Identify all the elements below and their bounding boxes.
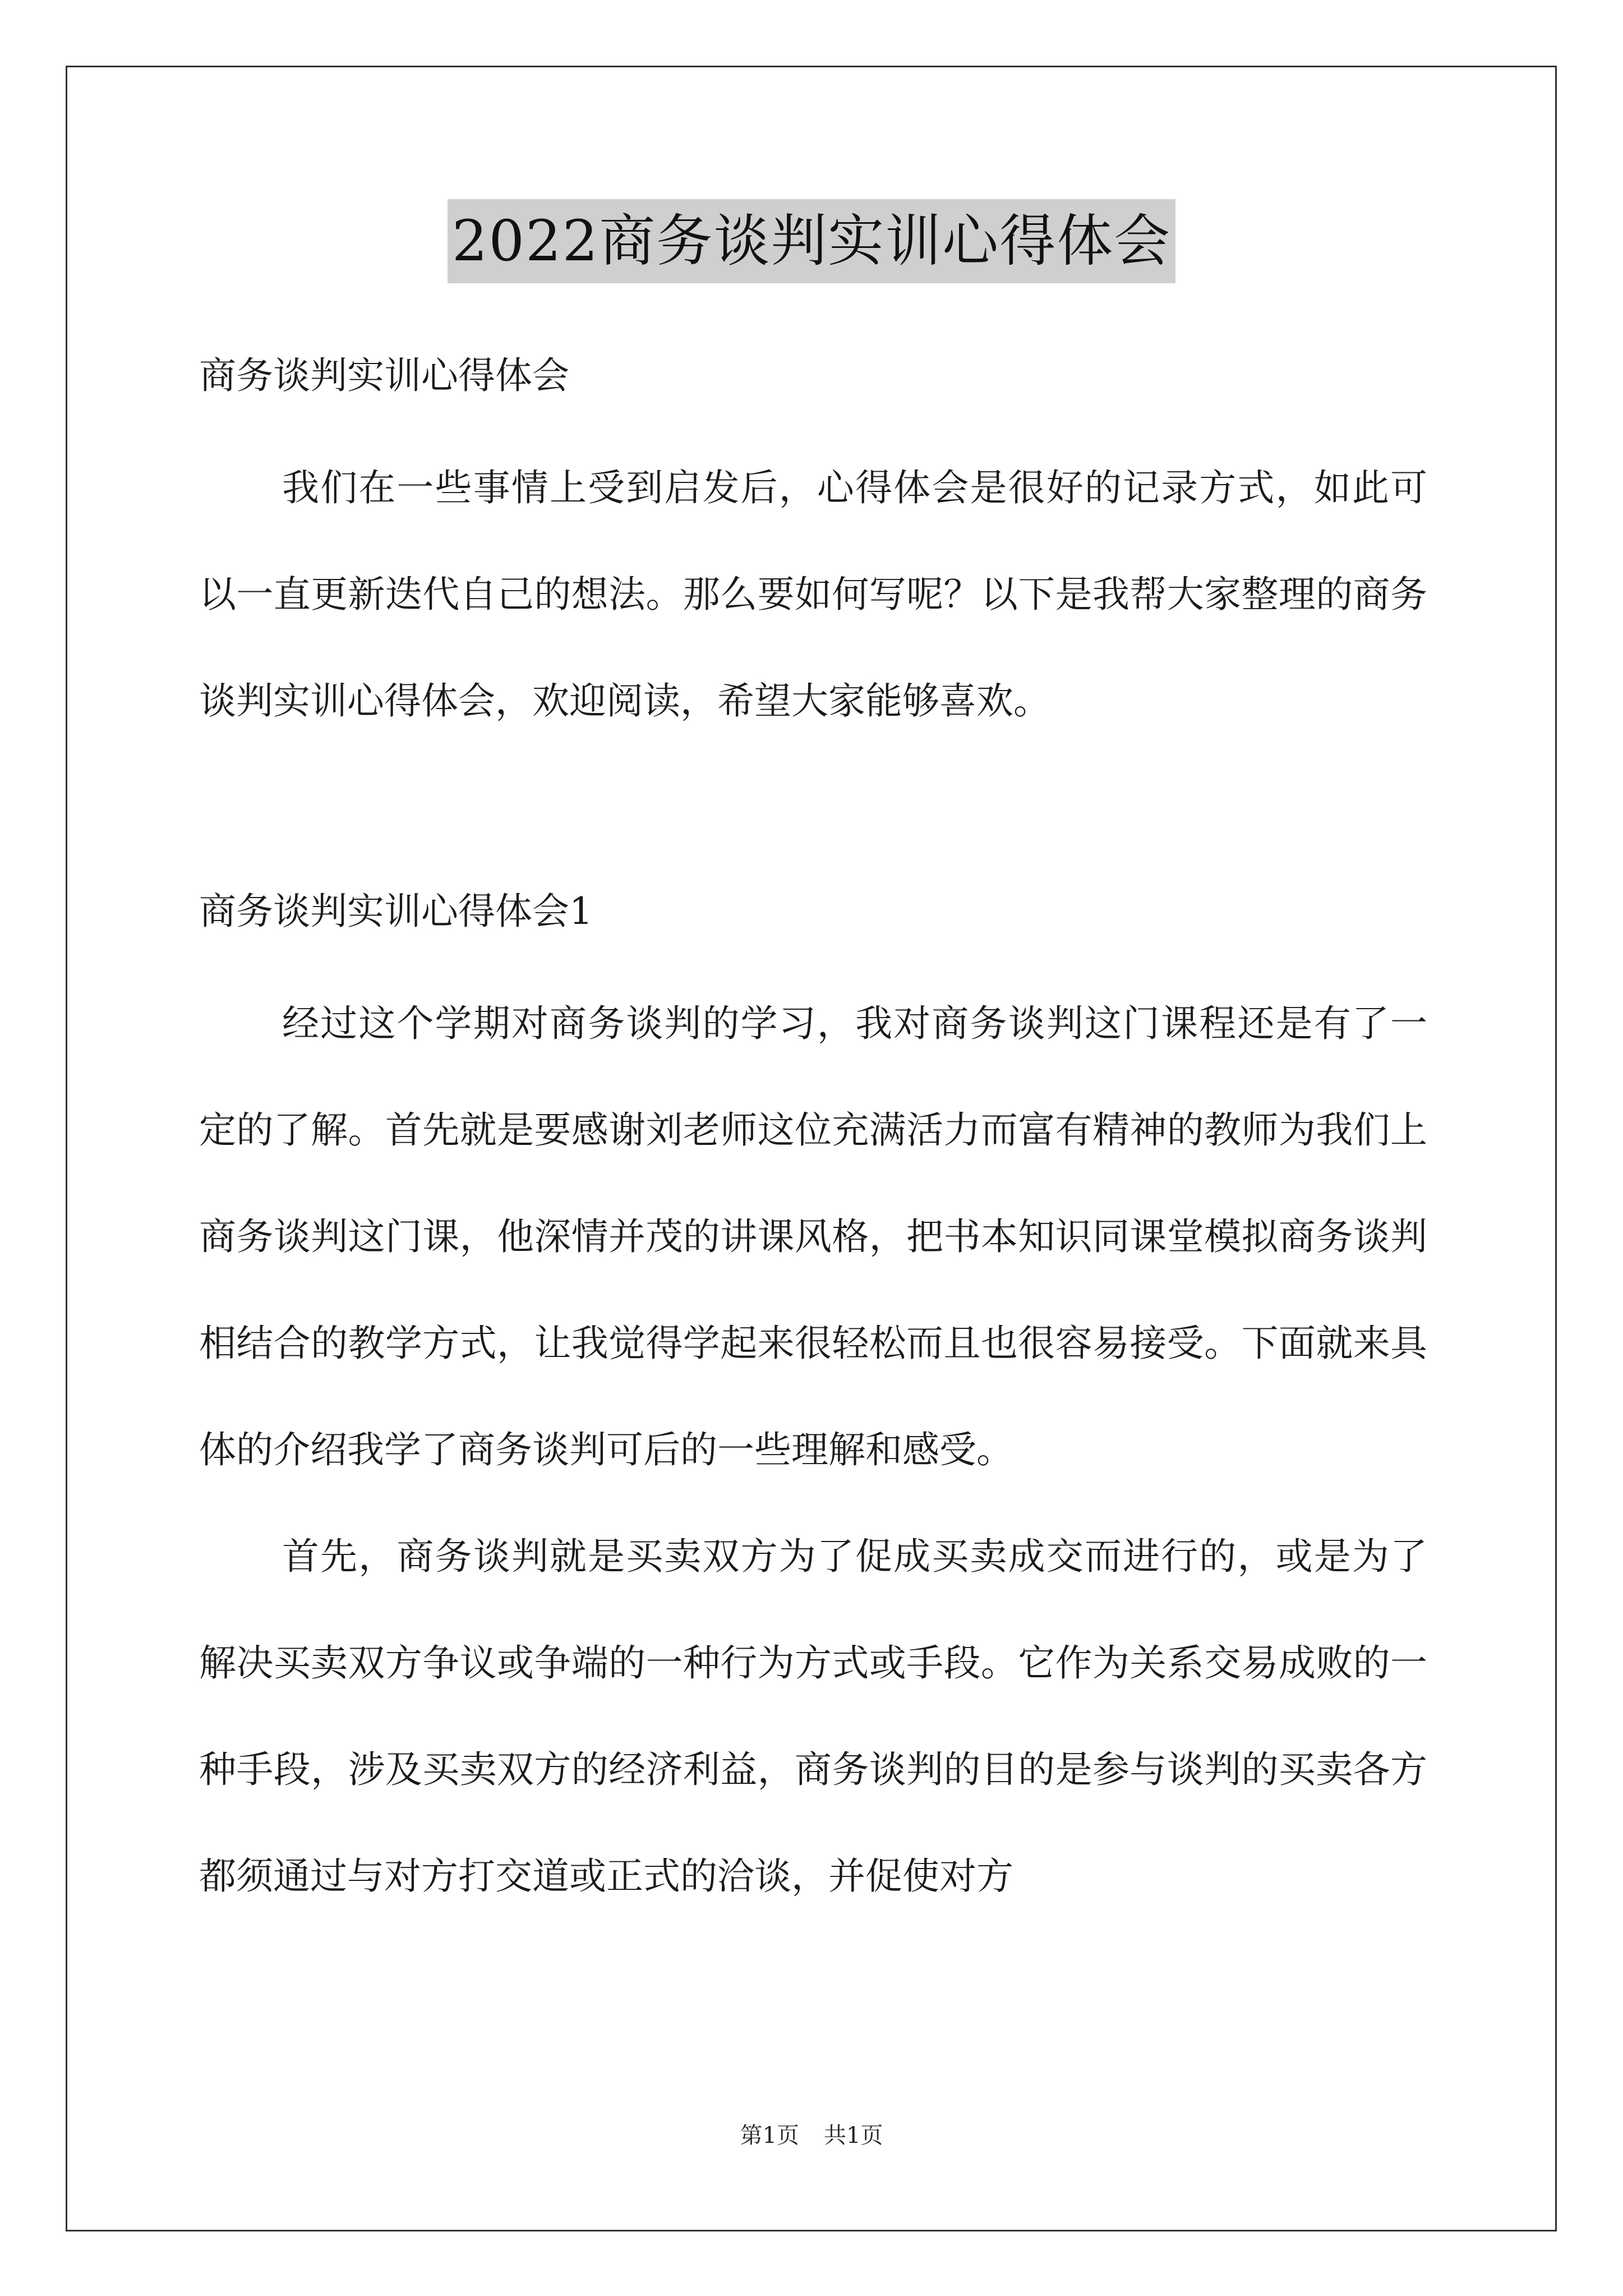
intro-block xyxy=(199,435,1427,754)
body-paragraph-1: 经过这个学期对商务谈判的学习，我对商务谈判这门课程还是有了一定的了解。首先就是要感谢刘老师这位充满活力而富有精神的教师为我们上商务谈判这门课，他深情并茂的讲课风格，把书本知识同课堂模拟商务谈判相结合的教学方式，让我觉得学起来很轻松而且也很容易接受。下面就来具体的介绍我学了商务谈判可后的一些理解和感受。 xyxy=(199,1002,1427,1471)
page-footer xyxy=(0,2119,1623,2152)
document-title: 2022商务谈判实训心得体会 xyxy=(448,199,1176,283)
body-paragraph-2: 首先，商务谈判就是买卖双方为了促成买卖成交而进行的，或是为了解决买卖双方争议或争端的一种行为方式或手段。它作为关系交易成败的一种手段，涉及买卖双方的经济利益，商务谈判的目的是参与谈判的买卖各方都须通过与对方打交道或正式的洽谈，并促使对方 xyxy=(199,1535,1427,1898)
title-container xyxy=(0,199,1623,283)
intro-paragraph: 我们在一些事情上受到启发后，心得体会是很好的记录方式，如此可以一直更新迭代自己的想法。那么要如何写呢？以下是我帮大家整理的商务谈判实训心得体会，欢迎阅读，希望大家能够喜欢。 xyxy=(199,466,1427,723)
body-block xyxy=(199,970,1427,1930)
section-heading: 商务谈判实训心得体会1 xyxy=(199,890,593,933)
document-subtitle: 商务谈判实训心得体会 xyxy=(199,354,569,397)
page-number-current: 第1页 xyxy=(740,2123,799,2148)
page-number-total: 共1页 xyxy=(824,2123,883,2148)
